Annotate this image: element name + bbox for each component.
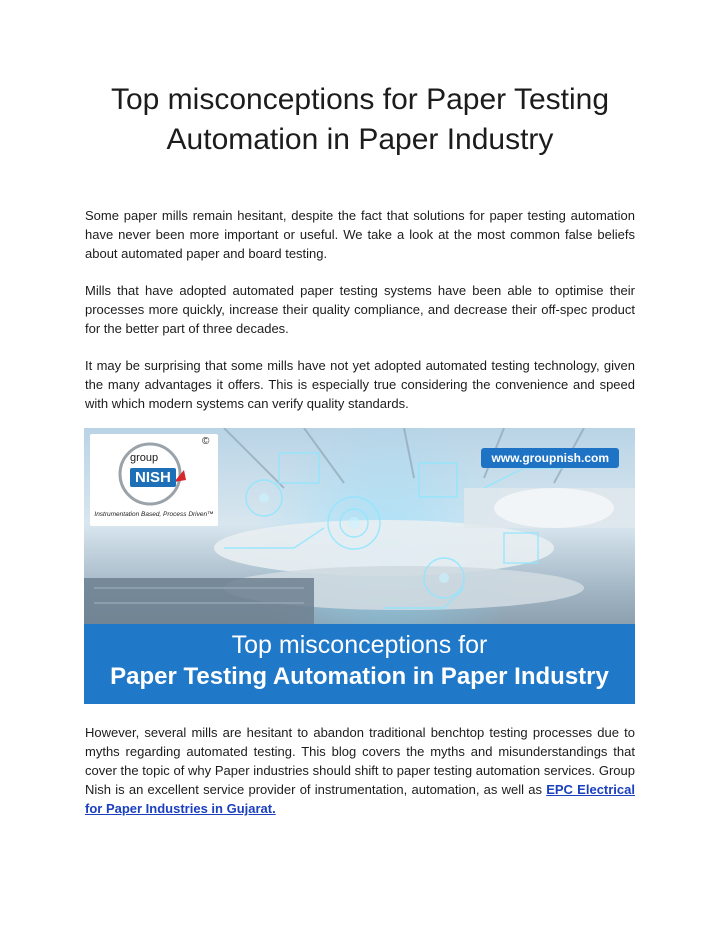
banner-line-1: Top misconceptions for bbox=[231, 631, 488, 659]
logo-word-group: group bbox=[130, 452, 159, 464]
paragraph-intro: Some paper mills remain hesitant, despite the fact that solutions for paper testing automation have never been more important or useful. We take a look at the most common false beliefs about automated paper and board testing. bbox=[85, 208, 635, 261]
hero-image bbox=[84, 428, 635, 704]
epc-electrical-link[interactable]: EPC Electrical for Paper Industries in Gujarat. bbox=[85, 782, 635, 816]
paragraph-closing-text: However, several mills are hesitant to abandon traditional benchtop testing processes due to myths regarding automated testing. This blog covers the myths and misunderstandings that cover the topic of why Paper industries should shift to paper testing automation services. Group Nish is an excellent service provider of instrumentation, automation, as well as bbox=[85, 725, 635, 797]
hero-banner bbox=[84, 624, 635, 704]
website-url-badge: www.groupnish.com bbox=[481, 448, 619, 468]
paragraph-closing bbox=[85, 723, 635, 818]
banner-line-2: Paper Testing Automation in Paper Industry bbox=[110, 663, 609, 690]
paragraph-surprise: It may be surprising that some mills have not yet adopted automated testing technology, given the many advantages it offers. This is especially true considering the convenience and speed with which modern systems can verify quality standards. bbox=[85, 358, 635, 411]
logo-word-nish: NISH bbox=[130, 468, 176, 487]
logo-tagline: Instrumentation Based, Process Driven™ bbox=[94, 511, 214, 518]
copyright-mark: © bbox=[202, 436, 210, 447]
page-title: Top misconceptions for Paper Testing Automation in Paper Industry bbox=[110, 83, 610, 156]
group-nish-logo bbox=[90, 434, 218, 526]
paragraph-adoption: Mills that have adopted automated paper testing systems have been able to optimise their processes more quickly, increase their quality compliance, and decrease their off-spec product for the better part of three decades. bbox=[85, 283, 635, 336]
